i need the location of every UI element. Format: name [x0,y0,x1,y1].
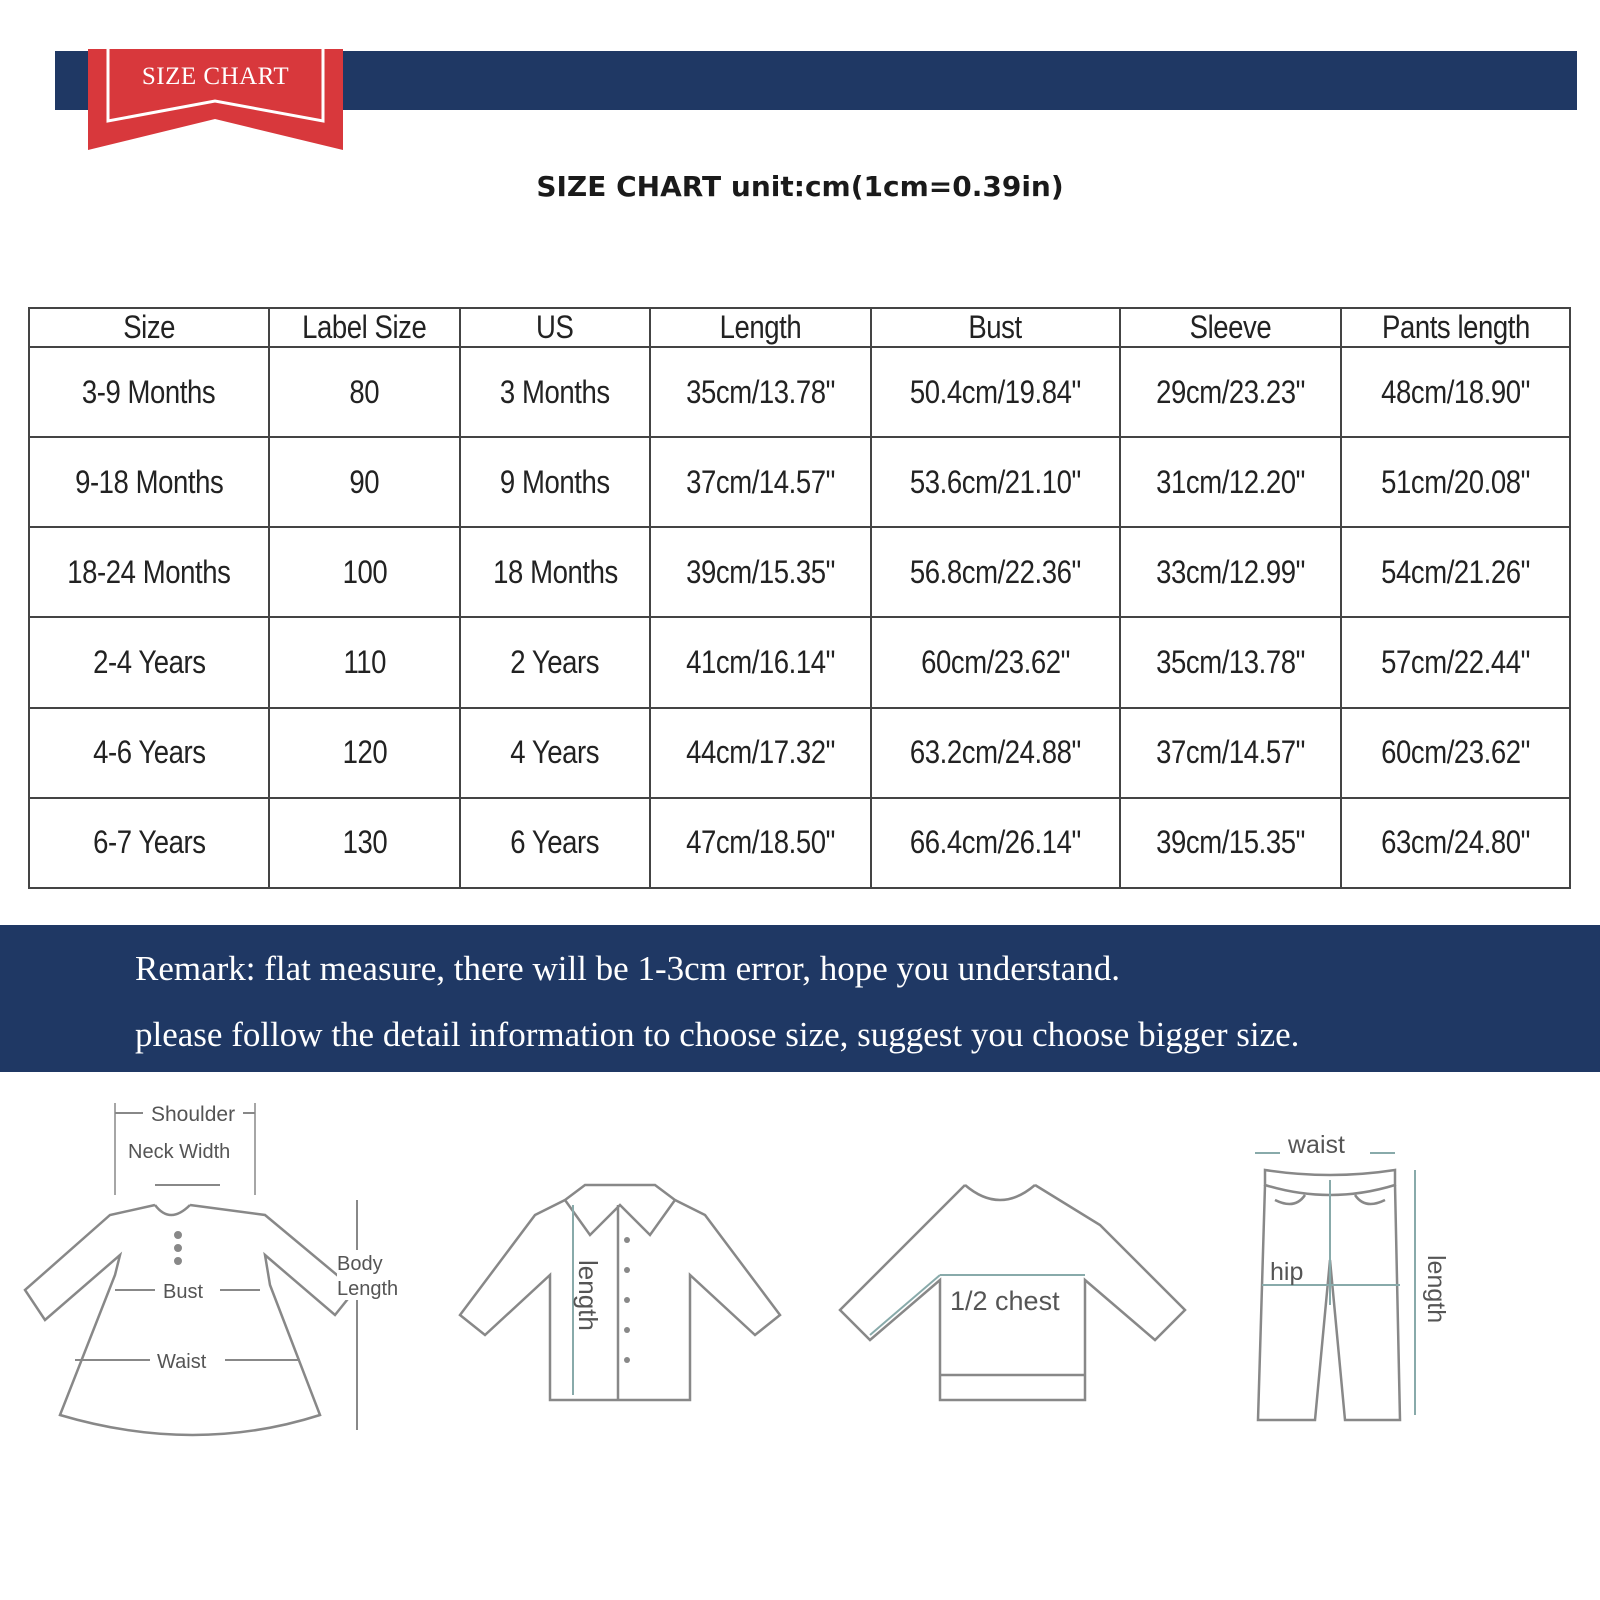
table-cell: 33cm/12.99" [1120,527,1341,617]
table-cell: 63.2cm/24.88" [871,708,1120,798]
header-pants-length: Pants length [1341,308,1570,347]
dress-shoulder-label: Shoulder [151,1103,236,1126]
table-cell: 80 [269,347,460,437]
table-cell: 63cm/24.80" [1341,798,1570,888]
table-cell: 41cm/16.14" [650,617,871,707]
table-cell: 31cm/12.20" [1120,437,1341,527]
table-cell: 4 Years [460,708,650,798]
table-cell: 29cm/23.23" [1120,347,1341,437]
page-subtitle: SIZE CHART unit:cm(1cm=0.39in) [536,170,1064,203]
table-cell: 66.4cm/26.14" [871,798,1120,888]
dress-neck-width-label: Neck Width [128,1141,231,1163]
header-size: Size [29,308,269,347]
table-cell: 37cm/14.57" [650,437,871,527]
sweater-half-chest-label: 1/2 chest [950,1286,1060,1316]
table-row [29,798,1570,888]
dress-diagram [15,1095,435,1460]
table-cell: 9-18 Months [29,437,269,527]
header-length: Length [650,308,871,347]
header-label-size: Label Size [269,308,460,347]
size-chart-badge [88,49,343,150]
dress-length-label: Length [337,1278,399,1300]
sweater-diagram [835,1175,1195,1420]
remark-bar [0,925,1600,1072]
table-row [29,708,1570,798]
table-cell: 9 Months [460,437,650,527]
header-sleeve: Sleeve [1120,308,1341,347]
table-row [29,347,1570,437]
shirt-length-label: length [573,1260,603,1331]
table-cell: 90 [269,437,460,527]
dress-waist-label: Waist [157,1351,207,1373]
table-cell: 56.8cm/22.36" [871,527,1120,617]
table-cell: 100 [269,527,460,617]
table-cell: 48cm/18.90" [1341,347,1570,437]
table-cell: 6-7 Years [29,798,269,888]
header-bust: Bust [871,308,1120,347]
table-cell: 39cm/15.35" [1120,798,1341,888]
pants-diagram [1250,1120,1490,1435]
table-cell: 50.4cm/19.84" [871,347,1120,437]
dress-bust-label: Bust [163,1281,204,1303]
table-cell: 3-9 Months [29,347,269,437]
shirt-diagram [455,1175,805,1420]
table-row [29,617,1570,707]
table-cell: 60cm/23.62" [871,617,1120,707]
dress-body-label: Body [337,1253,383,1275]
pants-hip-label: hip [1270,1258,1304,1286]
badge-label: SIZE CHART [141,63,290,90]
table-header-row [29,308,1570,347]
table-cell: 51cm/20.08" [1341,437,1570,527]
table-cell: 18 Months [460,527,650,617]
table-cell: 39cm/15.35" [650,527,871,617]
table-cell: 53.6cm/21.10" [871,437,1120,527]
pants-length-label: length [1422,1255,1450,1324]
pants-waist-label: waist [1288,1131,1345,1159]
remark-line-1: Remark: flat measure, there will be 1-3cm error, hope you understand. [135,949,1121,988]
size-table [28,307,1571,889]
table-cell: 57cm/22.44" [1341,617,1570,707]
table-cell: 130 [269,798,460,888]
table-cell: 18-24 Months [29,527,269,617]
table-cell: 37cm/14.57" [1120,708,1341,798]
table-cell: 6 Years [460,798,650,888]
table-cell: 2 Years [460,617,650,707]
table-cell: 47cm/18.50" [650,798,871,888]
table-cell: 44cm/17.32" [650,708,871,798]
remark-line-2: please follow the detail information to choose size, suggest you choose bigger size. [135,1015,1300,1054]
table-row [29,527,1570,617]
table-cell: 120 [269,708,460,798]
table-cell: 35cm/13.78" [1120,617,1341,707]
header-us: US [460,308,650,347]
table-cell: 110 [269,617,460,707]
table-cell: 54cm/21.26" [1341,527,1570,617]
table-cell: 60cm/23.62" [1341,708,1570,798]
table-cell: 2-4 Years [29,617,269,707]
table-cell: 35cm/13.78" [650,347,871,437]
table-cell: 4-6 Years [29,708,269,798]
table-row [29,437,1570,527]
table-cell: 3 Months [460,347,650,437]
